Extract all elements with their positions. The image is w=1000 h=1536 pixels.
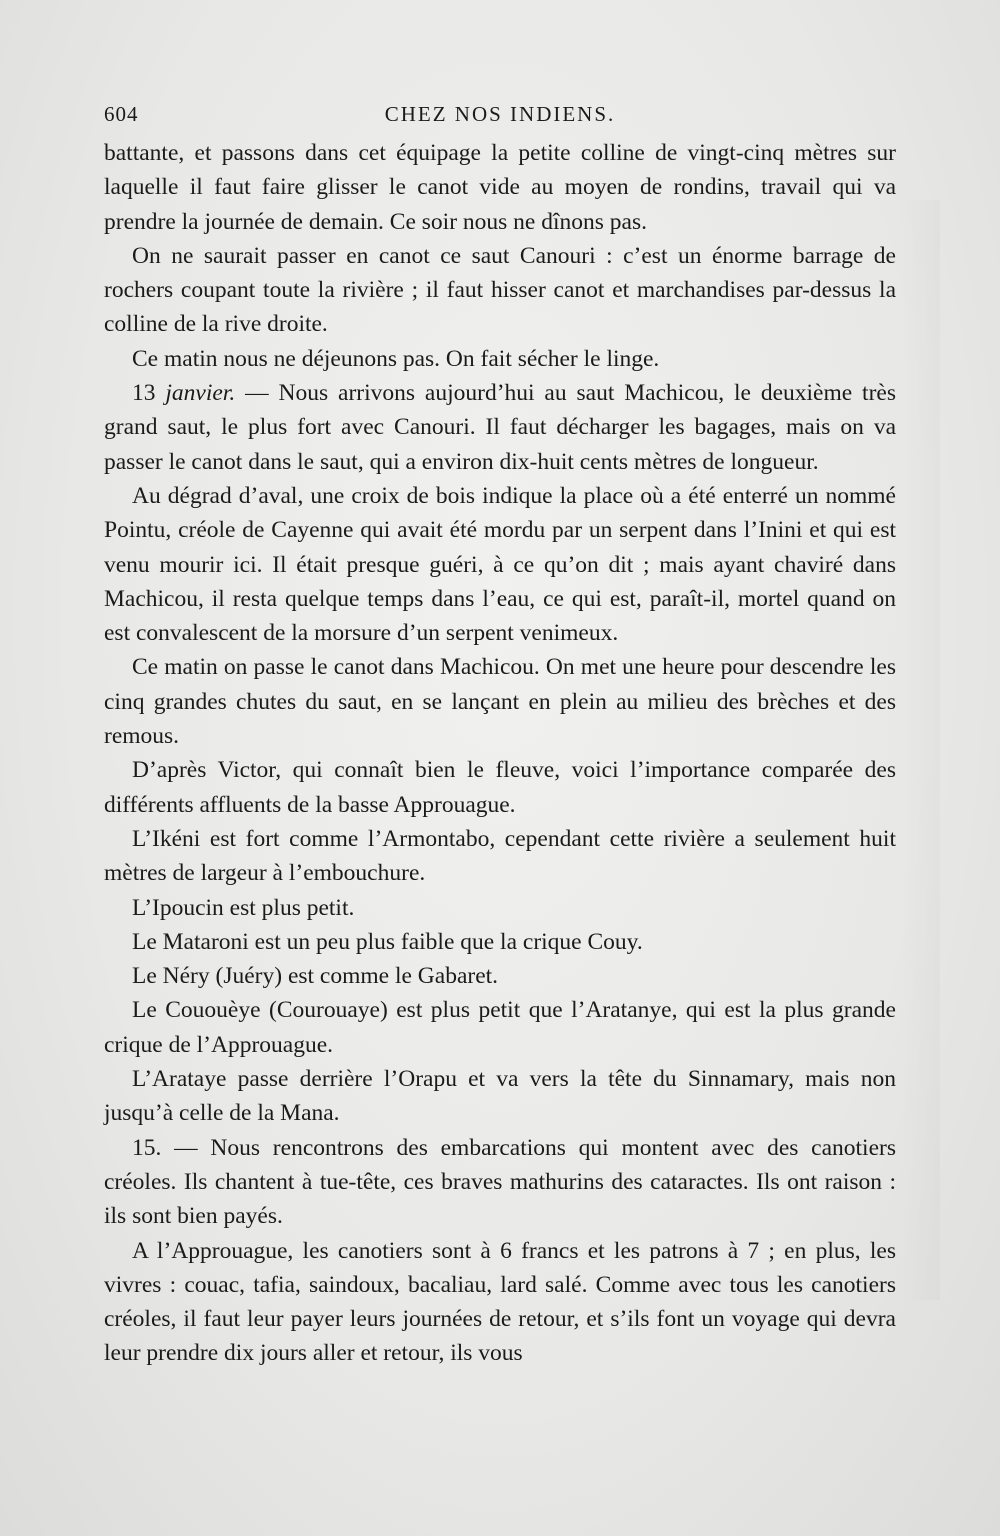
paragraph-3: Ce matin nous ne déjeunons pas. On fait sécher le linge.: [132, 345, 660, 372]
paragraph-4: [104, 376, 896, 479]
paragraph-2: On ne saurait passer en canot ce saut Canouri : c’est un énorme barrage de rochers coupant toute la rivière ; il faut hisser canot et marchandises par-dessus la colline de la rive droite.: [104, 242, 896, 338]
paragraph-5: Au dégrad d’aval, une croix de bois indique la place où a été enterré un nommé Pointu, créole de Cayenne qui avait été mordu par un serpent dans l’Inini et qui est venu mourir ici. Il était presque guéri, à ce qu’on dit ; mais ayant chaviré dans Machicou, il resta quelque temps dans l’eau, ce qui est, paraît-il, mortel quand on est convalescent de la morsure d’un serpent venimeux.: [104, 482, 896, 647]
body-text: [104, 136, 896, 1371]
paragraph-7: D’après Victor, qui connaît bien le fleuve, voici l’importance comparée des différents affluents de la basse Approuague.: [104, 757, 896, 818]
paragraph-13: L’Arataye passe derrière l’Orapu et va vers la tête du Sinnamary, mais non jusqu’à celle de la Mana.: [104, 1066, 896, 1127]
paragraph-8: L’Ikéni est fort comme l’Armontabo, cependant cette rivière a seulement huit mètres de largeur à l’embouchure.: [104, 825, 896, 887]
date-month: janvier.: [165, 380, 236, 407]
paragraph-12: Le Cououèye (Courouaye) est plus petit que l’Aratanye, qui est la plus grande crique de l’Approuague.: [104, 997, 896, 1058]
paragraph-4-text: — Nous arrivons aujourd’hui au saut Machicou, le deuxième très grand saut, le plus fort avec Canouri. Il faut décharger les bagages, mais on va passer le canot dans le saut, qui a environ dix-huit cents mètres de longueur.: [104, 380, 896, 475]
paragraph-9: L’Ipoucin est plus petit.: [132, 894, 355, 921]
paragraph-11: Le Néry (Juéry) est comme le Gabaret.: [132, 963, 499, 990]
running-title: CHEZ NOS INDIENS.: [384, 102, 616, 126]
page-bleed-shadow: [900, 200, 940, 1300]
paragraph-14: 15. — Nous rencontrons des embarcations qui montent avec des canotiers créoles. Ils chantent à tue-tête, ces braves mathurins des cataractes. Ils ont raison : ils sont bien payés.: [104, 1134, 896, 1230]
page-number: 604: [104, 102, 139, 126]
paragraph-1: battante, et passons dans cet équipage la petite colline de vingt-cinq mètres sur laquelle il faut faire glisser le canot vide au moyen de rondins, travail qui va prendre la journée de demain. Ce soir nous ne dînons pas.: [104, 140, 896, 235]
paragraph-15: A l’Approuague, les canotiers sont à 6 francs et les patrons à 7 ; en plus, les vivres : couac, tafia, saindoux, bacaliau, lard salé. Comme avec tous les canotiers créoles, il faut leur payer leurs journées de retour, et s’ils font un voyage qui devra leur prendre dix jours aller et retour, ils vous: [104, 1237, 896, 1367]
paragraph-6: Ce matin on passe le canot dans Machicou. On met une heure pour descendre les cinq grandes chutes du saut, en se lançant en plein au milieu des brèches et des remous.: [104, 654, 896, 750]
date-lead: 13: [132, 380, 166, 407]
page-header: [104, 96, 896, 132]
paragraph-10: Le Mataroni est un peu plus faible que la crique Couy.: [132, 928, 643, 955]
